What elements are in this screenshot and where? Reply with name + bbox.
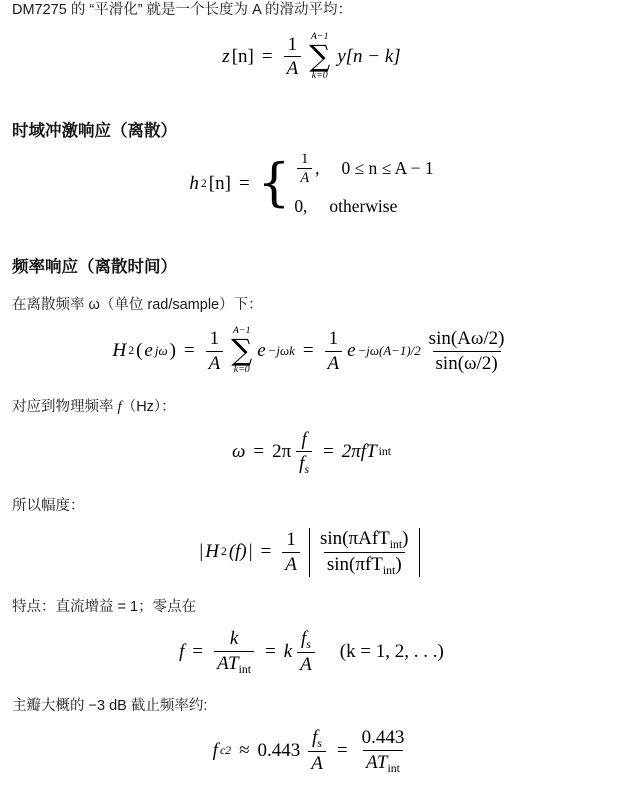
phys-freq-symbol: f [117,398,122,415]
eq1-frac-num: 1 [287,33,298,55]
eq5-abs-bar-right [419,528,420,577]
eq3-exp2-sup: −jω(A−1)/2 [357,343,421,359]
eq4-lhs: ω [231,441,246,463]
eq6-frac2-num: f [301,628,307,650]
eq5-lhs-close: | [248,541,253,563]
equation-omega-mapping [0,429,623,476]
eq5-ratio-num: sin(πAfT [320,527,390,549]
eq2-lhs-arg: [n] [208,172,231,194]
eq3-arg-exp: jω [154,343,168,359]
eq3-ratio-num: sin(Aω/2) [428,328,505,350]
eq5-ratio [317,528,412,577]
eq2-case2-value: 0, [294,195,308,216]
eq5-lhs-open: | [199,541,204,563]
phys-freq-lead-a: 对应到物理频率 [12,398,118,415]
eq3-lhs-sub: 2 [128,344,135,358]
eq4-equals-1: = [253,441,265,463]
eq4-frac-den: f [299,452,305,474]
eq7-frac1-den: A [308,751,326,774]
eq2-brace: { [257,153,291,214]
eq3-fraction-2 [325,328,343,374]
eq2-case-row-2 [294,196,433,217]
eq2-lhs-sub: 2 [200,176,207,190]
paragraph-mainlobe-lead: 主瓣大概的 −3 dB 截止频率约: [12,697,208,714]
eq1-sum-symbol: ∑ [309,38,331,73]
eq6-k-coef: k [283,640,293,662]
eq5-ratio-den-sub: int [382,563,396,577]
eq3-exp-sup: −jωk [267,343,295,359]
eq7-frac2-num: 0.443 [361,727,405,749]
eq1-equals: = [261,45,273,67]
eq2-lhs-fn: h [189,172,199,194]
eq1-summation [309,32,330,82]
eq4-frac-den-sub: s [304,462,310,476]
eq5-ratio-num-sub: int [389,537,403,551]
eq7-frac2-den: AT [366,751,388,773]
eq6-frac1-den-sub: int [238,662,251,676]
eq6-condition: (k = 1, 2, . . .) [339,640,444,662]
eq3-frac2-den: A [325,351,343,374]
paragraph-discrete-frequency: 在离散频率 ω（单位 rad/sample）下： [12,296,263,313]
eq3-frac1-den: A [206,351,224,374]
eq3-ratio [426,328,508,374]
eq5-ratio-den-wrap [324,552,405,577]
eq2-case1-den: A [297,168,312,186]
paragraph-magnitude-lead: 所以幅度： [12,497,85,514]
eq3-frac2-num: 1 [328,328,339,350]
eq4-two-pi: 2π [272,441,292,463]
eq7-frac1-num: f [312,727,318,749]
eq2-case-row-1: $\frac{1}{A}$ , 0 ≤ n ≤ A − 1 [294,151,433,186]
eq7-coef: 0.443 [257,739,301,761]
eq3-equals-1: = [183,340,195,362]
eq3-arg-close: ) [169,340,176,362]
eq1-lhs-fn: z [222,45,230,67]
phys-freq-lead-b: （Hz）： [121,398,176,415]
eq5-ratio-num-close: ) [402,527,409,549]
eq4-equals-2: = [323,441,334,463]
equation-frequency-response [0,326,623,376]
eq3-ratio-den: sin(ω/2) [433,351,501,374]
eq5-lhs-sub: 2 [220,545,227,559]
eq6-frac2-num-sub: s [306,638,311,652]
eq1-sum-upper: A−1 [310,30,329,42]
eq2-cases [258,151,434,216]
eq4-rhs: 2πfT [341,441,377,463]
eq6-equals-1: = [192,640,204,662]
eq7-approx: ≈ [239,739,250,761]
eq3-fraction-1 [206,328,224,374]
eq7-frac2-den-sub: int [387,761,400,775]
eq3-lhs: H [112,340,127,362]
eq2-equals: = [238,172,250,194]
eq5-ratio-den-close: ) [395,553,402,575]
eq5-abs-bar-left [309,528,310,577]
intro-paragraph: DM7275 的 “平滑化” 就是一个长度为 A 的滑动平均： [12,2,352,18]
eq6-frac1-num: k [229,628,239,650]
paragraph-features-lead: 特点：直流增益 = 1；零点在 [12,598,197,615]
eq6-equals-2: = [265,640,276,662]
eq3-sum-symbol: ∑ [231,333,253,368]
eq6-frac2-num-wrap [298,628,314,652]
eq5-fraction [282,529,300,575]
eq5-frac-num: 1 [286,529,296,551]
eq5-ratio-den: sin(πfT [326,553,383,575]
eq3-exp-term: e [257,340,266,362]
eq6-frac1-den-wrap [214,651,254,676]
eq3-equals-2: = [302,340,314,362]
eq1-fraction [284,34,302,80]
eq6-fraction-1 [214,628,254,675]
eq5-abs [305,528,424,577]
eq5-ratio-num-wrap [317,528,412,552]
eq4-rhs-sub: int [378,445,392,459]
eq7-frac2-den-wrap [363,750,403,775]
eq5-lhs-arg: (f) [228,541,247,563]
eq3-exp2-term: e [347,340,356,362]
eq4-frac-num: f [301,428,307,450]
heading-time-domain: 时域冲激响应（离散） [12,122,177,141]
eq3-arg-open: ( [136,340,143,362]
eq1-body: y[n − k] [337,45,401,67]
eq7-frac1-num-sub: s [317,737,322,751]
eq2-case1-num: 1 [301,151,309,168]
eq2-case1-fraction [297,151,312,186]
eq5-equals: = [260,541,272,563]
eq5-lhs-fn: H [205,541,219,563]
equation-magnitude [0,528,623,577]
eq3-sum-lower: k=0 [233,364,250,376]
eq3-summation [231,326,252,376]
paragraph-physical-frequency [12,396,623,419]
eq4-frac-den-wrap [296,451,312,476]
eq7-lhs: f [212,739,218,761]
eq7-equals: = [336,739,348,761]
eq2-case2-cond: otherwise [329,195,398,216]
eq6-lhs: f [179,640,185,662]
eq3-frac1-num: 1 [209,328,220,350]
eq7-fraction-2 [359,727,408,774]
equation-zeros [0,628,623,675]
eq5-frac-den: A [282,552,300,575]
heading-frequency-domain: 频率响应（离散时间） [12,257,177,276]
eq6-frac2-den: A [297,652,315,675]
equation-cutoff [0,727,623,774]
eq7-lhs-sub: c2 [219,743,232,757]
equation-moving-average [0,32,623,82]
eq3-sum-upper: A−1 [232,325,251,337]
eq1-frac-den: A [284,56,302,79]
equation-impulse-response [0,151,623,216]
eq7-fraction-1 [308,727,326,774]
eq3-arg-e: e [144,340,153,362]
eq6-fraction-2 [297,628,315,675]
eq7-frac1-num-wrap [309,727,325,751]
eq4-fraction [296,429,312,476]
eq2-case1-cond: 0 ≤ n ≤ A − 1 [341,158,434,179]
eq1-sum-lower: k=0 [311,69,328,81]
eq6-frac1-den: AT [217,652,239,674]
eq1-lhs-arg: [n] [231,45,254,67]
